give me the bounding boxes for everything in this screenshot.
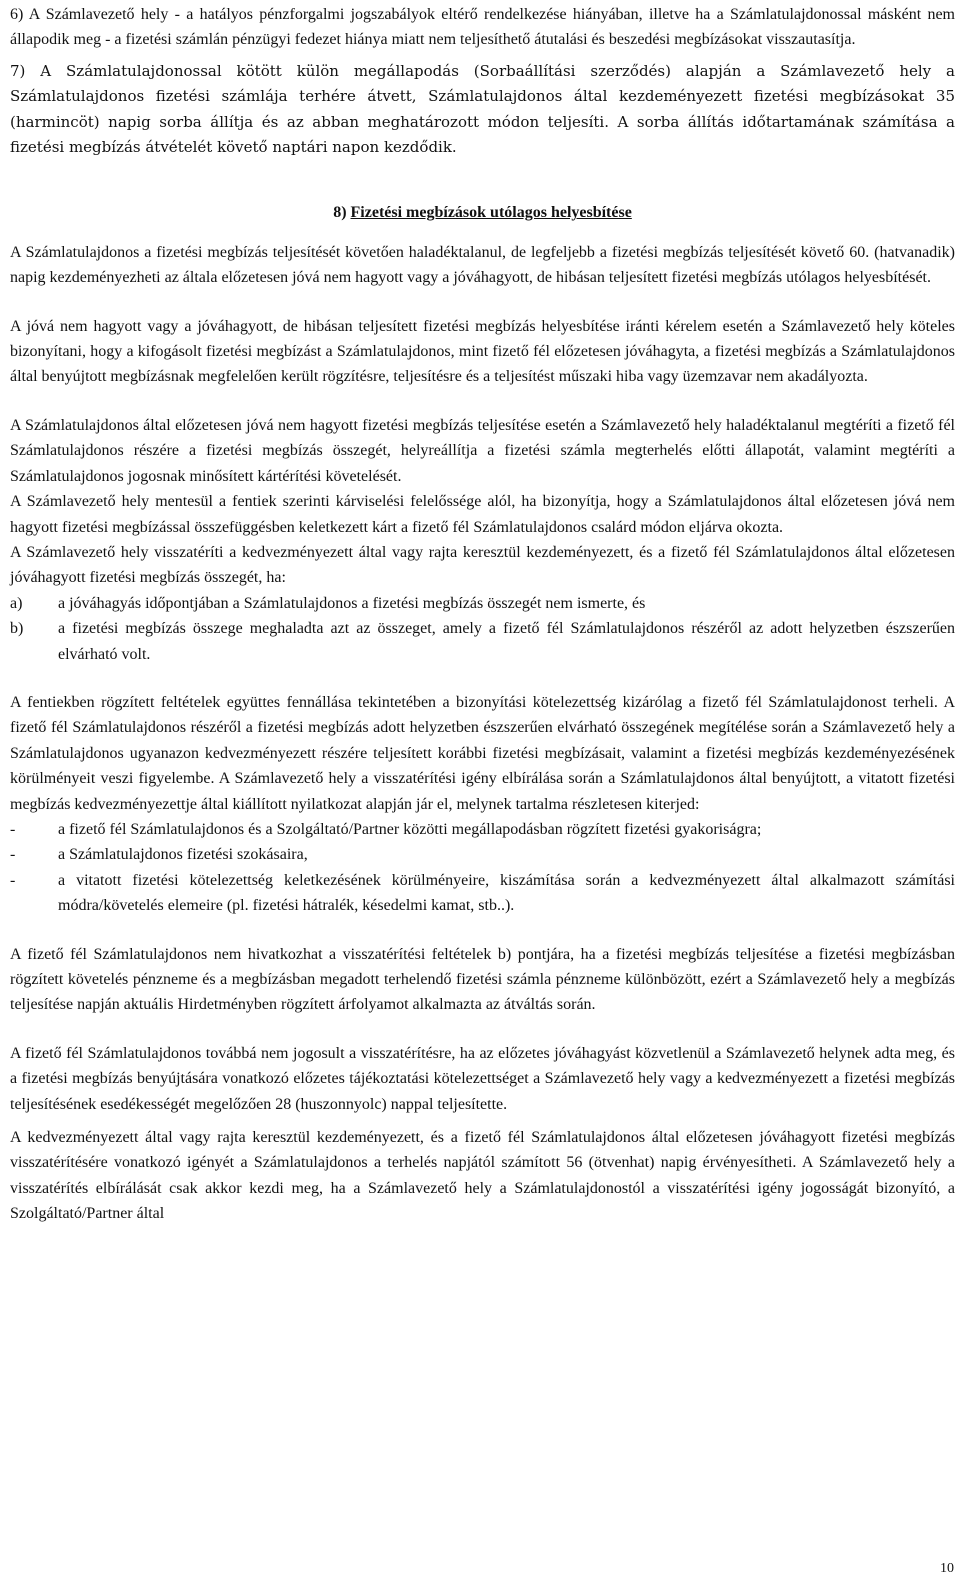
section-heading (10, 200, 955, 225)
paragraph-8e: A Számlavezető hely visszatéríti a kedvezményezett által vagy rajta keresztül kezdeményezett, és a fizető fél Számlatulajdonos által előzetesen jóváhagyott fizetési megbízás összegét, ha: (10, 543, 955, 587)
list-text: a Számlatulajdonos fizetési szokásaira, (58, 846, 308, 864)
paragraph-8h: A fizető fél Számlatulajdonos továbbá nem jogosult a visszatérítésre, ha az előzetes jóváhagyást közvetlenül a Számlavezető helynek adta meg, és a fizetési megbízás benyújtására vonatkozó előzetes tájékoztatási kötelezettséget a Számlavezető hely vagy a kedvezményezett a fizetési megbízás teljesítésének esedékességét megelőzően 28 (huszonnyolc) nappal teljesítette. (10, 1044, 955, 1113)
paragraph-7: 7) A Számlatulajdonossal kötött külön megállapodás (Sorbaállítási szerződés) alapján a Számlavezető hely a Számlatulajdonos fizetési számlája terhére átvett, Számlatulajdonos által kezdeményezett fizetési megbízásokat 35 (harmincöt) napig sorba állítja és az abban meghatározott módon teljesíti. A sorba állítás időtartamának számítása a fizetési megbízás átvételét követő naptári napon kezdődik. (10, 61, 955, 157)
list-text: a fizető fél Számlatulajdonos és a Szolgáltató/Partner közötti megállapodásban rögzített fizetési gyakoriságra; (58, 820, 762, 838)
paragraph-6: 6) A Számlavezető hely - a hatályos pénzforgalmi jogszabályok eltérő rendelkezése hiányában, illetve ha a Számlatulajdonossal másként nem állapodik meg - a fizetési számlán pénzügyi fedezet hiánya miatt nem teljesíthető átutalási és beszedési megbízásokat visszautasítja. (10, 6, 955, 49)
list-marker: - (10, 820, 16, 838)
list-marker: b) (10, 620, 24, 638)
list-item (10, 817, 955, 842)
list-text: a vitatott fizetési kötelezettség keletkezésének körülményeire, kiszámítása során a kedvezményezett által alkalmazott számítási módra/követelés elemeire (pl. fizetési hátralék, késedelmi kamat, stb..). (58, 871, 955, 915)
paragraph-8c: A Számlatulajdonos által előzetesen jóvá nem hagyott fizetési megbízás teljesítése esetén a Számlavezető hely haladéktalanul megtéríti a fizető fél Számlatulajdonos részére a fizetési megbízás összegét, helyreállítja a fizetési számla megterhelés előtti állapotát, valamint megtéríti a Számlatulajdonos jogosnak minősített kártérítési követelését. (10, 416, 955, 485)
list-text: a jóváhagyás időpontjában a Számlatulajdonos a fizetési megbízás összegét nem ismerte, és (58, 594, 646, 612)
list-marker: a) (10, 594, 23, 612)
heading-number: 8) (333, 204, 351, 222)
paragraph-8b: A jóvá nem hagyott vagy a jóváhagyott, de hibásan teljesített fizetési megbízás helyesbítése iránti kérelem esetén a Számlavezető hely köteles bizonyítani, hogy a kifogásolt fizetési megbízást a Számlatulajdonos, mint fizető fél előzetesen jóváhagyta, a fizetési megbízás a Számlatulajdonos által benyújtott megbízásnak megfelelően került rögzítésre, teljesítésre és a teljesítést műszaki hiba vagy üzemzavar nem akadályozta. (10, 317, 955, 386)
paragraph-8g: A fizető fél Számlatulajdonos nem hivatkozhat a visszatérítési feltételek b) pontjára, ha a fizetési megbízás teljesítése a fizetési megbízásban rögzített követelés pénzneme és a megbízásban megadott terhelendő fizetési számla pénzneme különbözött, ezért a Számlavezető hely a megbízás teljesítése napján aktuális Hirdetményben rögzített árfolyamot alkalmazta az átváltás során. (10, 945, 955, 1014)
list-item (10, 591, 955, 616)
list-marker: - (10, 846, 16, 864)
list-item (10, 868, 955, 919)
list-item (10, 616, 955, 667)
list-marker: - (10, 871, 16, 889)
paragraph-8f: A fentiekben rögzített feltételek együttes fennállása tekintetében a bizonyítási kötelezettség kizárólag a fizető fél Számlatulajdonost terheli. A fizető fél Számlatulajdonos részéről a fizetési megbízás adott helyzetben észszerűen elvárható összegének megítélése során a Számlavezető hely a Számlatulajdonos ugyanazon kedvezményezett részére teljesített korábbi fizetési megbízásait, valamint a fizetési megbízás kezdeményezésének körülményeit veszi figyelembe. A Számlavezető hely a visszatérítési igény elbírálása során a Számlatulajdonos által benyújtott, a vitatott fizetési megbízás kedvezményezettje által kiállított nyilatkozat alapján jár el, melynek tartalma részletesen kiterjed: (10, 693, 955, 813)
page-number: 10 (940, 1561, 954, 1576)
list-text: a fizetési megbízás összege meghaladta azt az összeget, amely a fizető fél Számlatulajdonos részéről az adott helyzetben észszerűen elvárható volt. (58, 620, 955, 663)
paragraph-8a: A Számlatulajdonos a fizetési megbízás teljesítését követően haladéktalanul, de legfeljebb a fizetési megbízás teljesítését követő 60. (hatvanadik) napig kezdeményezheti az általa előzetesen jóvá nem hagyott vagy a jóváhagyott, de hibásan teljesített fizetési megbízás utólagos helyesbítését. (10, 243, 955, 287)
document-page (10, 0, 955, 1227)
list-item (10, 842, 955, 867)
paragraph-8i: A kedvezményezett által vagy rajta keresztül kezdeményezett, és a fizető fél Számlatulajdonos által előzetesen jóváhagyott fizetési megbízás visszatérítésére vonatkozó igényét a Számlatulajdonos a terhelés napjától számított 56 (ötvenhat) napig érvényesítheti. A Számlavezető hely a visszatérítés elbírálását csak akkor kezdi meg, ha a Számlavezető hely a Számlatulajdonostól a visszatérítési igény jogosságát bizonyító, a Szolgáltató/Partner által (10, 1129, 955, 1223)
heading-title: Fizetési megbízások utólagos helyesbítése (350, 204, 632, 222)
paragraph-8d: A Számlavezető hely mentesül a fentiek szerinti kárviselési felelőssége alól, ha bizonyítja, hogy a Számlatulajdonos által előzetesen jóvá nem hagyott fizetési megbízással összefüggésben keletkezett kárt a fizető fél Számlatulajdonos csalárd módon eljárva okozta. (10, 493, 955, 536)
